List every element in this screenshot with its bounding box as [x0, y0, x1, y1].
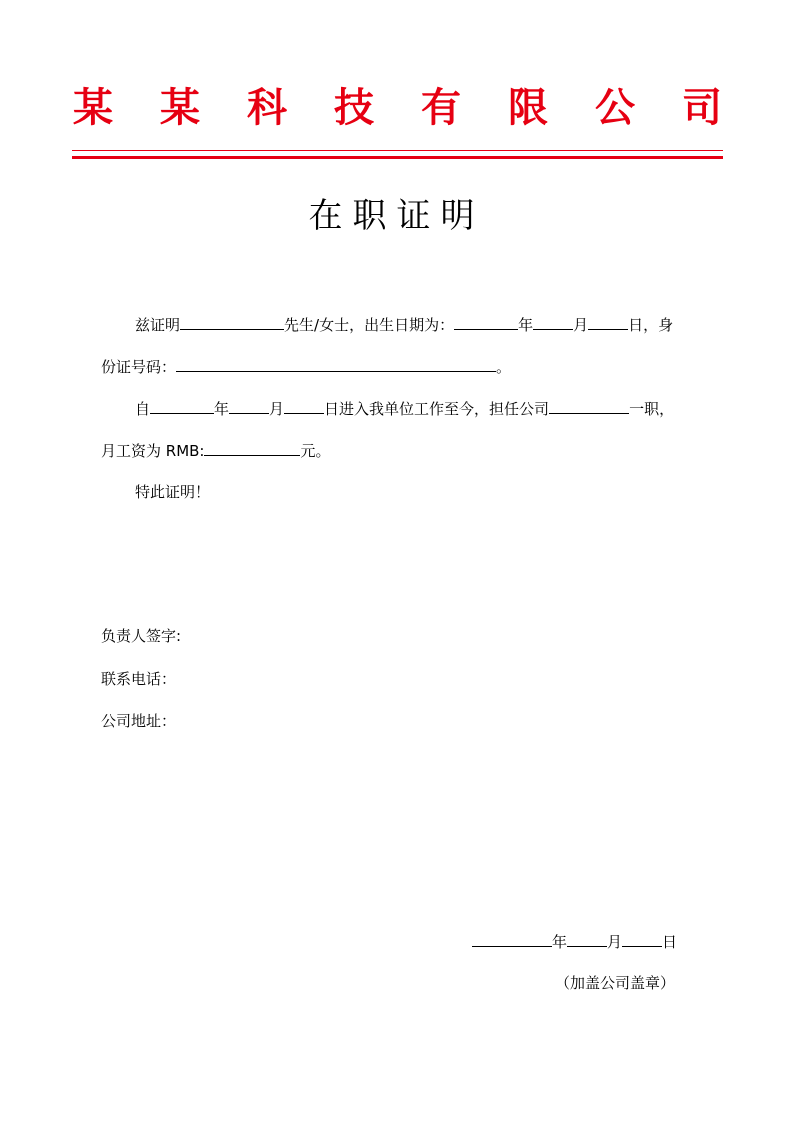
year-label: 年 — [518, 316, 534, 334]
day-label: 日，身 — [628, 316, 674, 334]
company-char: 司 — [682, 84, 722, 131]
position-suffix: 一职， — [629, 400, 675, 418]
intro-text: 兹证明 — [135, 316, 181, 334]
issue-day-blank — [622, 931, 662, 947]
day-label: 日 — [662, 933, 678, 951]
closing-statement: 特此证明！ — [135, 483, 211, 501]
period-text: 。 — [496, 358, 512, 376]
address-label: 公司地址： — [101, 712, 177, 730]
company-char: 技 — [334, 84, 374, 131]
salary-blank — [204, 440, 300, 456]
employment-text: 日进入我单位工作至今，担任公司 — [324, 400, 550, 418]
month-label: 月 — [573, 316, 589, 334]
join-month-blank — [229, 398, 269, 414]
signer-label: 负责人签字: — [101, 627, 182, 645]
birth-day-blank — [588, 314, 628, 330]
since-text: 自 — [135, 400, 151, 418]
company-char: 公 — [595, 84, 635, 131]
paragraph-1-line-2 — [101, 356, 511, 377]
month-label: 月 — [607, 933, 623, 951]
id-number-blank — [176, 356, 496, 372]
company-char: 有 — [421, 84, 461, 131]
document-title: 在职证明 — [308, 196, 485, 236]
salary-label: 月工资为 RMB: — [101, 442, 205, 460]
position-blank — [549, 398, 629, 414]
id-label: 份证号码： — [101, 358, 177, 376]
phone-label: 联系电话： — [101, 670, 177, 688]
month-label: 月 — [269, 400, 285, 418]
company-name-header — [72, 74, 723, 134]
gender-text: 先生/女士，出生日期为： — [284, 316, 455, 334]
company-char: 某 — [73, 84, 113, 131]
seal-note: （加盖公司盖章） — [555, 974, 676, 992]
paragraph-1-line-1 — [135, 314, 673, 335]
join-year-blank — [150, 398, 214, 414]
company-char: 限 — [508, 84, 548, 131]
paragraph-2-line-2 — [101, 440, 331, 461]
header-rule-thin — [72, 150, 723, 151]
birth-month-blank — [533, 314, 573, 330]
header-rule-thick — [72, 156, 723, 159]
issue-year-blank — [472, 931, 552, 947]
paragraph-2-line-1 — [135, 398, 674, 419]
year-label: 年 — [214, 400, 230, 418]
issue-date — [472, 931, 677, 952]
birth-year-blank — [454, 314, 518, 330]
company-char: 某 — [160, 84, 200, 131]
company-char: 科 — [247, 84, 287, 131]
year-label: 年 — [552, 933, 568, 951]
issue-month-blank — [567, 931, 607, 947]
currency-suffix: 元。 — [300, 442, 331, 460]
name-blank — [180, 314, 284, 330]
join-day-blank — [284, 398, 324, 414]
